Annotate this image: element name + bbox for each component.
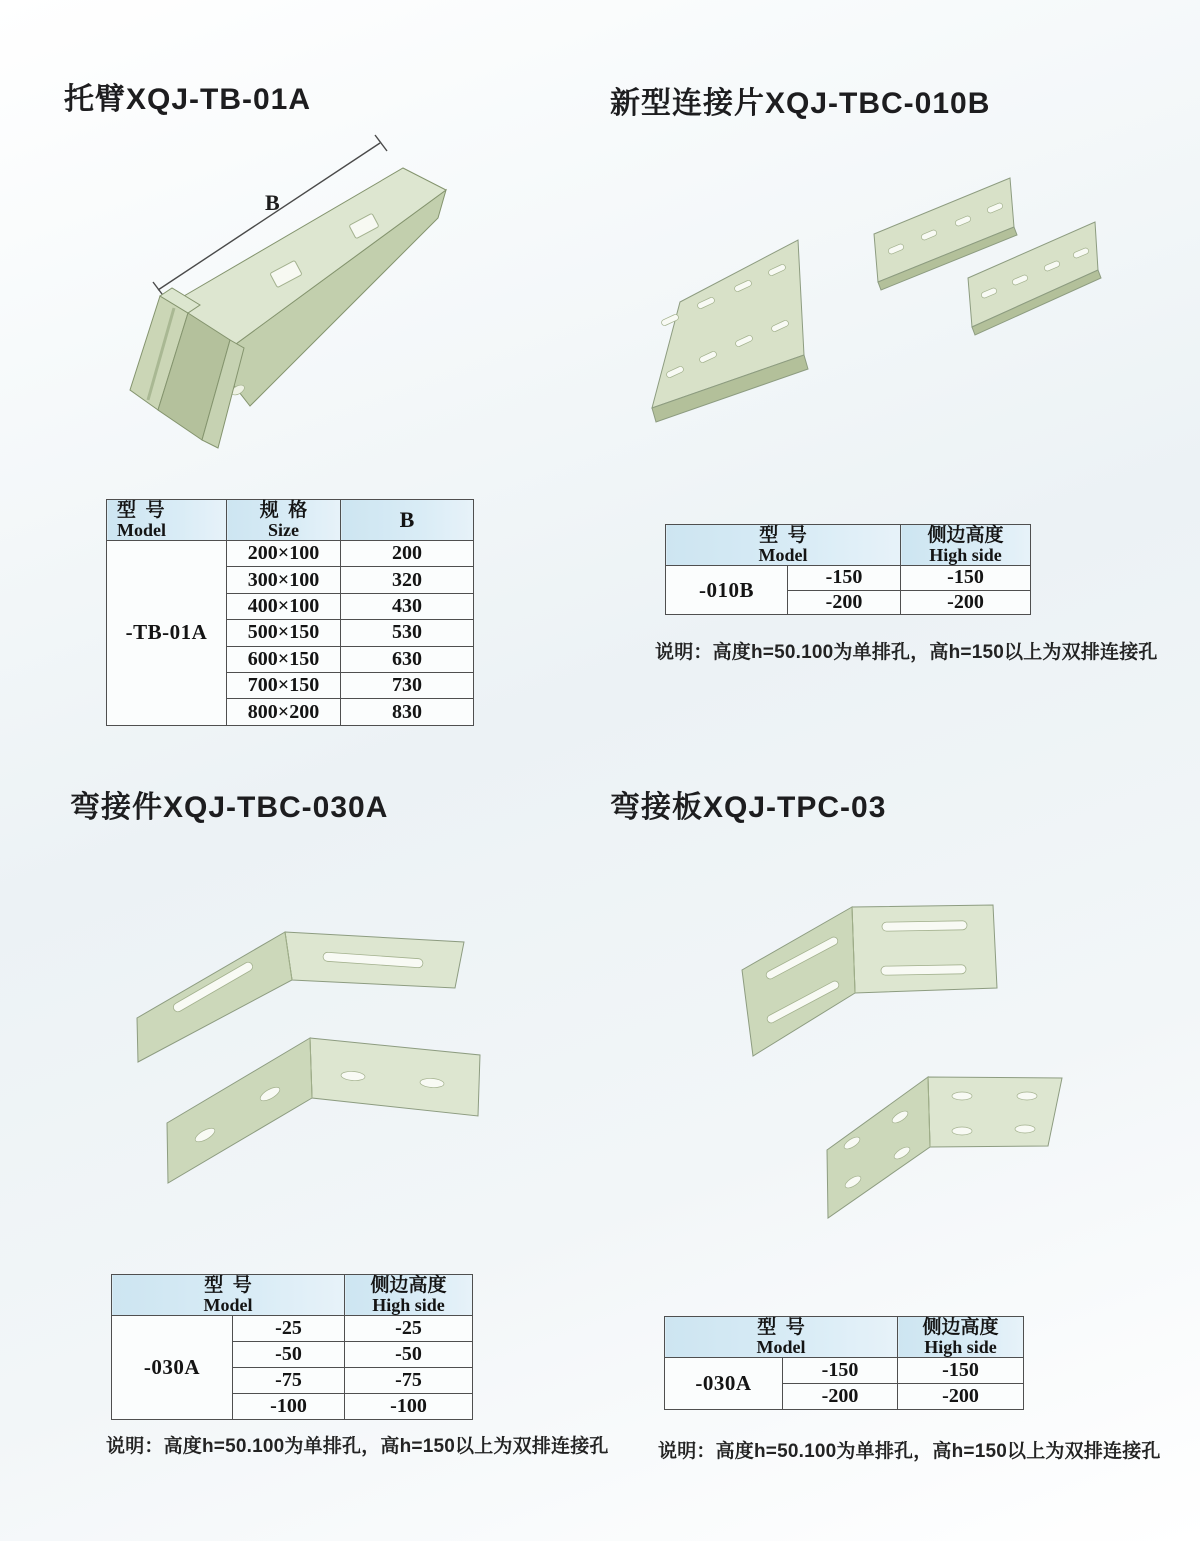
note-bend-connector: 说明：高度h=50.100为单排孔，高h=150以上为双排连接孔 [106,1436,609,1457]
value-cell: 830 [341,699,474,725]
value-cell: 600×150 [227,646,341,672]
column-header: 型 号 Model [107,500,227,541]
connector-plate-drawing [620,150,1160,480]
note-bend-plate: 说明：高度h=50.100为单排孔，高h=150以上为双排连接孔 [658,1441,1161,1462]
column-header: 型 号 Model [112,1275,345,1316]
value-cell: -50 [345,1342,473,1368]
model-cell: -TB-01A [107,541,227,726]
model-cell: -030A [112,1316,233,1420]
value-cell: 530 [341,620,474,646]
value-cell: -150 [788,566,901,591]
value-cell: -50 [233,1342,345,1368]
table-row [112,1316,473,1342]
value-cell: -200 [788,590,901,615]
value-cell: -100 [233,1394,345,1420]
spec-table-bend-plate [664,1316,1023,1410]
bend-plate-drawing [660,860,1140,1240]
value-cell: 500×150 [227,620,341,646]
column-header: 型 号 Model [666,525,901,566]
model-cell: -030A [665,1358,783,1410]
section-title-connector-plate: 新型连接片XQJ-TBC-010B [610,87,991,120]
value-cell: 430 [341,593,474,619]
column-header: 规 格 Size [227,500,341,541]
value-cell: -100 [345,1394,473,1420]
bend-connector-shape [137,932,480,1183]
value-cell: -25 [345,1316,473,1342]
column-header: 侧边高度 High side [345,1275,473,1316]
note-connector-plate: 说明：高度h=50.100为单排孔，高h=150以上为双排连接孔 [655,642,1158,663]
bend-plate-shape [742,905,1062,1218]
value-cell: 200 [341,541,474,567]
value-cell: -200 [901,590,1031,615]
section-title-bend-connector: 弯接件XQJ-TBC-030A [70,791,389,824]
value-cell: 800×200 [227,699,341,725]
column-header: 侧边高度 High side [898,1317,1024,1358]
value-cell: -75 [233,1368,345,1394]
dimension-label-b: B [265,190,280,215]
bracket-arm-shape [130,168,446,448]
column-header: B [341,500,474,541]
section-title-bend-plate: 弯接板XQJ-TPC-03 [610,791,887,824]
value-cell: -150 [783,1358,898,1384]
value-cell: 400×100 [227,593,341,619]
table-row [666,566,1031,591]
spec-table [106,499,474,726]
value-cell: -200 [898,1384,1024,1410]
spec-table [664,1316,1024,1410]
value-cell: -75 [345,1368,473,1394]
value-cell: -25 [233,1316,345,1342]
value-cell: -200 [783,1384,898,1410]
value-cell: 630 [341,646,474,672]
bracket-arm-drawing [110,128,470,468]
spec-table-bend-connector [111,1274,472,1420]
value-cell: -150 [898,1358,1024,1384]
spec-table-bracket-arm [106,499,473,726]
spec-table [665,524,1031,615]
value-cell: 700×150 [227,672,341,698]
value-cell: 320 [341,567,474,593]
spec-table-connector-plate [665,524,1030,615]
value-cell: -150 [901,566,1031,591]
table-row [665,1358,1024,1384]
spec-table [111,1274,473,1420]
bend-connector-drawing [110,880,550,1240]
column-header: 侧边高度 High side [901,525,1031,566]
value-cell: 730 [341,672,474,698]
table-row [107,541,474,567]
model-cell: -010B [666,566,788,615]
value-cell: 300×100 [227,567,341,593]
section-title-bracket-arm: 托臂XQJ-TB-01A [64,83,312,116]
column-header: 型 号 Model [665,1317,898,1358]
value-cell: 200×100 [227,541,341,567]
connector-plates-shape [652,178,1101,422]
